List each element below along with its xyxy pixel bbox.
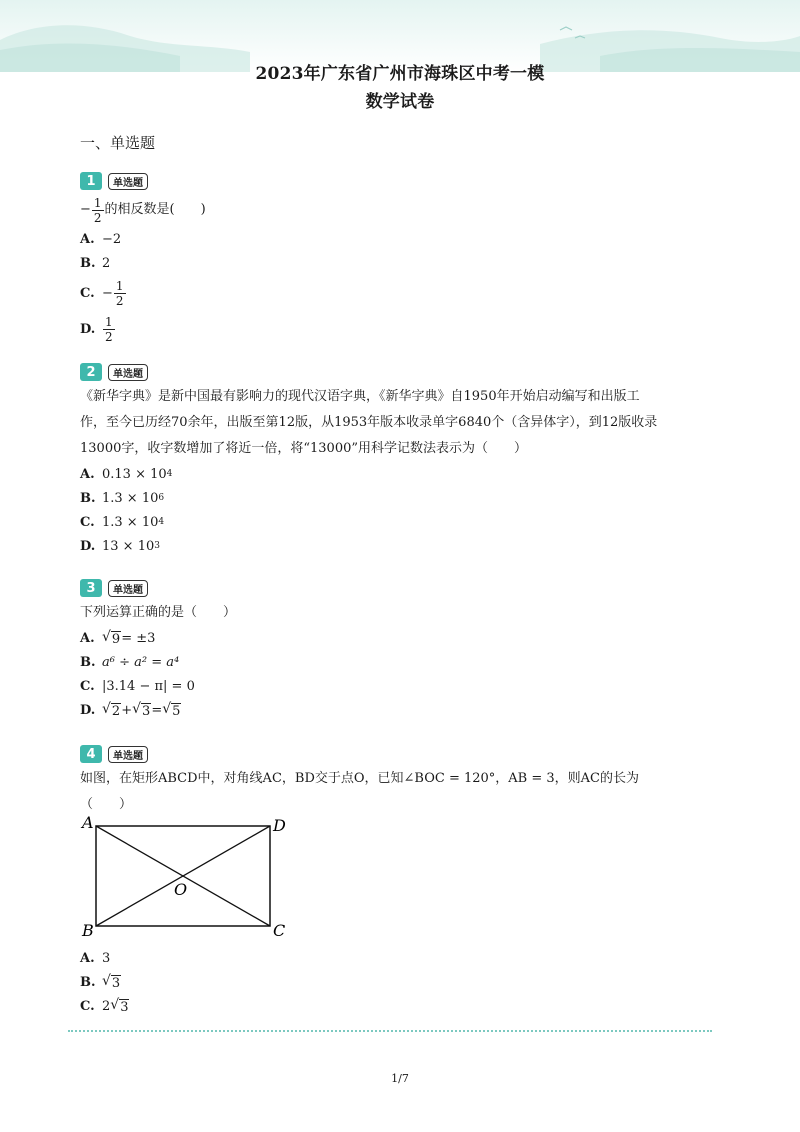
question-3 [80, 578, 720, 722]
point-o: O [174, 880, 188, 899]
question-number: 3 [80, 579, 102, 597]
option-c[interactable]: C. − $\frac{1}{2}$ [80, 278, 124, 308]
vertex-c: C [273, 921, 286, 940]
question-number: 1 [80, 172, 102, 190]
option-b[interactable]: B. 1.3 × 10 6 [80, 490, 165, 506]
question-stem: 《新华字典》是新中国最有影响力的现代汉语字典，《新华字典》自1950年开始启动编写和出版工 作，至今已历经70余年，出版至第12版，从1953年版本收录单字6840个（含异体字），到12版收录 13000字，收字数增加了将近一倍，将“13000”用科学记数法表示为（ ） [80, 389, 658, 456]
page-divider [68, 1030, 712, 1032]
question-stem: 下列运算正确的是（ ） [80, 605, 237, 620]
question-4-options [80, 946, 720, 1018]
stem-text: 的相反数是( ) [104, 202, 206, 217]
question-type-tag: 单选题 [108, 580, 148, 597]
option-a[interactable]: A. √ 9 = ±3 [80, 629, 156, 647]
question-number: 4 [80, 745, 102, 763]
question-number: 2 [80, 363, 102, 381]
section-title: 一、单选题 [80, 134, 156, 152]
question-1 [80, 171, 720, 347]
option-d[interactable]: D. 13 × 10 3 [80, 538, 160, 554]
option-b[interactable]: B. √ 3 [80, 973, 121, 991]
option-a[interactable]: A. 0.13 × 10 4 [80, 466, 173, 482]
vertex-b: B [82, 921, 94, 940]
option-c[interactable]: C. 2 √ 3 [80, 997, 129, 1015]
question-stem: − $\frac{1}{2}$ 的相反数是( ) [80, 195, 206, 225]
question-type-tag: 单选题 [108, 746, 148, 763]
option-a[interactable]: A. 3 [80, 950, 111, 966]
option-d[interactable]: D. $\frac{1}{2}$ [80, 314, 113, 344]
question-type-tag: 单选题 [108, 173, 148, 190]
vertex-a: A [82, 813, 94, 832]
page-number: 1/7 [391, 1072, 409, 1085]
vertex-d: D [273, 816, 286, 835]
option-d[interactable]: D. √ 2 + √ 3 = √ 5 [80, 701, 181, 719]
option-b[interactable]: B. 2 [80, 255, 111, 271]
question-type-tag: 单选题 [108, 364, 148, 381]
option-b[interactable]: B. a⁶ ÷ a² = a⁴ [80, 654, 180, 670]
option-c[interactable]: C. |3.14 − π| = 0 [80, 678, 195, 694]
question-4 [80, 744, 720, 818]
question-2 [80, 362, 720, 558]
title-block [0, 60, 800, 116]
option-a[interactable]: A. −2 [80, 231, 122, 247]
document-title: 2023年广东省广州市海珠区中考一模 [255, 64, 545, 84]
option-c[interactable]: C. 1.3 × 10 4 [80, 514, 165, 530]
document-subtitle: 数学试卷 [365, 92, 435, 112]
question-stem: 如图，在矩形ABCD中，对角线AC，BD交于点O，已知∠BOC = 120°，AB = 3，则AC的长为 （ ） [80, 771, 639, 812]
rectangle-diagram [78, 812, 298, 942]
